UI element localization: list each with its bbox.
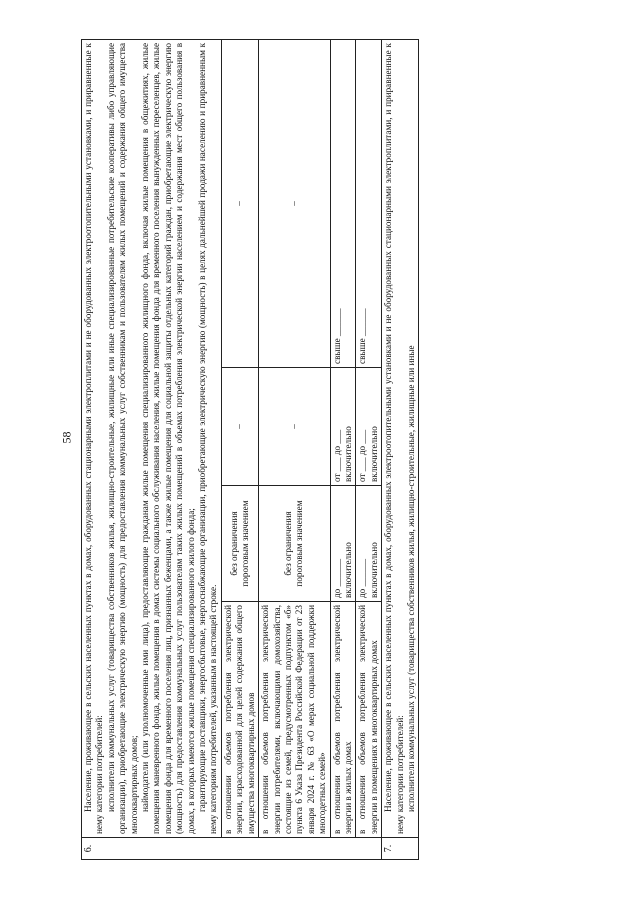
range-cell: – xyxy=(221,368,258,486)
row-description xyxy=(82,39,222,837)
range-cell: от ___ до ___ включительно xyxy=(330,368,356,486)
subrow-description: в отношении объемов потребления электрической энергии, израсходованной для целей содержания общего имущества многоквартирных домов xyxy=(221,602,258,838)
paragraph: исполнители коммунальных услуг (товарищества собственников жилья, жилищно-строительные, жилищные или иные xyxy=(405,345,416,812)
threshold-cell: без ограничения пороговым значением xyxy=(221,486,258,602)
over-cell: – xyxy=(259,39,330,367)
threshold-cell: без ограничения пороговым значением xyxy=(259,486,330,602)
row-number: 6. xyxy=(82,838,382,860)
tariff-table xyxy=(81,39,419,860)
table-row xyxy=(259,39,330,859)
rotated-page-content xyxy=(81,40,551,860)
paragraph: Население, проживающее в сельских населенных пунктах в домах, оборудованных электроотопительными установками и не оборудованных стационарными электроплитами, и приравненные к нему категории потребителей: xyxy=(383,42,405,834)
table-row xyxy=(330,39,356,859)
threshold-cell: до ______ включительно xyxy=(356,486,382,602)
over-cell: свыше ______ xyxy=(330,39,356,367)
subrow-description: в отношении объемов потребления электрической энергии в жилых домах xyxy=(330,602,356,838)
range-cell: от ___ до ___ включительно xyxy=(356,368,382,486)
row-number: 7. xyxy=(382,838,419,860)
table-row xyxy=(382,39,419,859)
over-cell: свыше ______ xyxy=(356,39,382,367)
paragraph: Население, проживающее в сельских населенных пунктах в домах, оборудованных стационарными электроплитами и не оборудованных электроотопительными установками, и приравненные к нему категории потребителей: xyxy=(83,42,105,834)
paragraph: исполнители коммунальных услуг (товарищества собственников жилья, жилищно-строительные, жилищные или иные специализированные потребительские кооперативы либо управляющие организации), приобретающие электрическую энергию (мощность) для предоставления коммунальных услуг собственникам и пользователям жилых помещений и содержания общего имущества многоквартирных домов; xyxy=(105,42,139,834)
row-description xyxy=(382,39,419,837)
paragraph: гарантирующие поставщики, энергосбытовые, энергоснабжающие организации, приобретающие электрическую энергию (мощность) в целях дальнейшей продажи населению и приравненным к нему категориям потребителей, указанным в настоящей строке. xyxy=(197,42,219,834)
table-row xyxy=(356,39,382,859)
paragraph: наймодатели (или уполномоченные ими лица), предоставляющие гражданам жилые помещения специализированного жилищного фонда, включая жилые помещения в общежитиях, жилые помещения маневренного фонда, жилые помещения в домах системы социального обслуживания населения, жилые помещения фонда для временного поселения вынужденных переселенцев, жилые помещения фонда для временного поселения лиц, признанных беженцами, а также жилые помещения для социальной защиты отдельных категорий граждан, приобретающие электрическую энергию (мощность) для предоставления коммунальных услуг пользователям таких жилых помещений в объемах потребления электрической энергии населением и содержания мест общего пользования в домах, в которых имеются жилые помещения специализированного жилого фонда; xyxy=(140,42,196,834)
threshold-cell: до ______ включительно xyxy=(330,486,356,602)
table-row xyxy=(221,39,258,859)
over-cell: – xyxy=(221,39,258,367)
subrow-description: в отношении объемов потребления электрической энергии в помещениях в многоквартирных домах xyxy=(356,602,382,838)
range-cell: – xyxy=(259,368,330,486)
page-number: 58 xyxy=(59,431,74,444)
table-row xyxy=(82,39,222,859)
subrow-description: в отношении объемов потребления электрической энергии потребителями, включающими домохозяйства, состоящие из семей, предусмотренных подпунктом «б» пункта 6 Указа Президента Российской Федерации от 23 января 2024 г. № 63 «О мерах социальной поддержки многодетных семей» xyxy=(259,602,330,838)
